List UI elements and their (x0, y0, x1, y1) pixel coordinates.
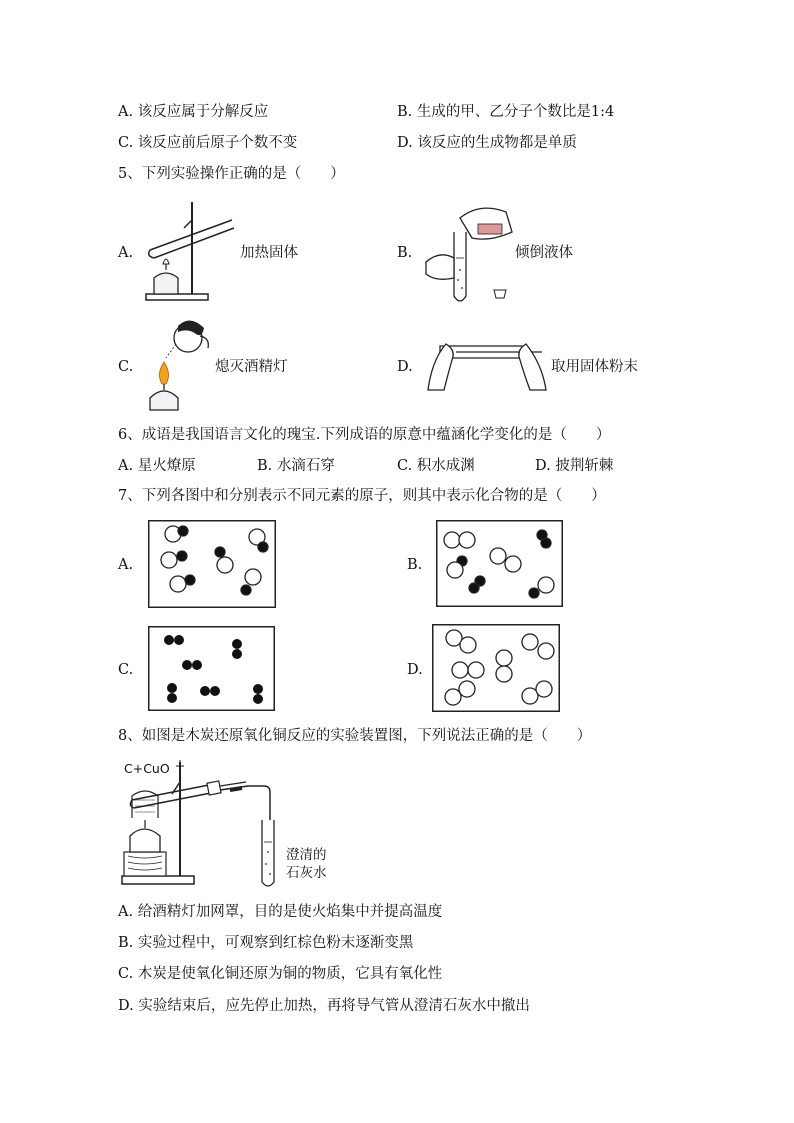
q5-option-b-label: 倾倒液体 (515, 245, 573, 261)
q5-option-c-label: 熄灭酒精灯 (215, 359, 288, 375)
q8-option-d: D. 实验结束后，应先停止加热，再将导气管从澄清石灰水中撤出 (118, 998, 530, 1014)
q5-stem: 5、下列实验操作正确的是（ ） (118, 166, 345, 182)
q6-option-d: D. 披荆斩棘 (535, 458, 614, 474)
q7-option-a-letter: A. (118, 557, 134, 573)
q5-option-d-letter: D. (397, 359, 413, 375)
q7-option-d-letter: D. (407, 662, 423, 678)
q7-molecule-box-b (436, 520, 563, 607)
q7-molecule-box-c (148, 626, 275, 711)
q4-option-b: B. 生成的甲、乙分子个数比是1:4 (397, 104, 615, 120)
q5-option-c-letter: C. (118, 359, 134, 375)
powder-spatula-figure (426, 330, 550, 392)
q7-molecule-box-d (432, 624, 560, 712)
fig-label-limewater-1: 澄清的 (286, 847, 327, 863)
q4-option-a: A. 该反应属于分解反应 (118, 104, 269, 120)
q4-option-c: C. 该反应前后原子个数不变 (118, 135, 298, 151)
fig-label-limewater-2: 石灰水 (286, 865, 327, 881)
q8-option-c: C. 木炭是使氧化铜还原为铜的物质，它具有氧化性 (118, 966, 443, 982)
q8-option-a: A. 给酒精灯加网罩，目的是使火焰集中并提高温度 (118, 904, 443, 920)
q7-molecule-box-a (148, 520, 276, 608)
fig-label-reactant: C+CuO (124, 761, 170, 776)
q7-stem: 7、下列各图中和分别表示不同元素的原子，则其中表示化合物的是（ ） (118, 488, 606, 504)
heating-solid-figure (140, 198, 240, 304)
pouring-liquid-figure (420, 198, 520, 308)
q6-option-a: A. 星火燎原 (118, 458, 196, 474)
q8-stem: 8、如图是木炭还原氧化铜反应的实验装置图，下列说法正确的是（ ） (118, 728, 592, 744)
q6-option-c: C. 积水成渊 (397, 458, 475, 474)
q6-stem: 6、成语是我国语言文化的瑰宝.下列成语的原意中蕴涵化学变化的是（ ） (118, 427, 611, 443)
q5-option-d-label: 取用固体粉末 (551, 359, 638, 375)
q6-option-b: B. 水滴石穿 (257, 458, 335, 474)
q7-option-c-letter: C. (118, 662, 134, 678)
q5-option-b-letter: B. (397, 245, 413, 261)
q4-option-d: D. 该反应的生成物都是单质 (397, 135, 577, 151)
extinguishing-lamp-figure (144, 318, 216, 414)
q5-option-a-letter: A. (118, 245, 134, 261)
q8-option-b: B. 实验过程中，可观察到红棕色粉末逐渐变黑 (118, 935, 414, 951)
q5-option-a-label: 加热固体 (240, 245, 298, 261)
q7-option-b-letter: B. (407, 557, 423, 573)
